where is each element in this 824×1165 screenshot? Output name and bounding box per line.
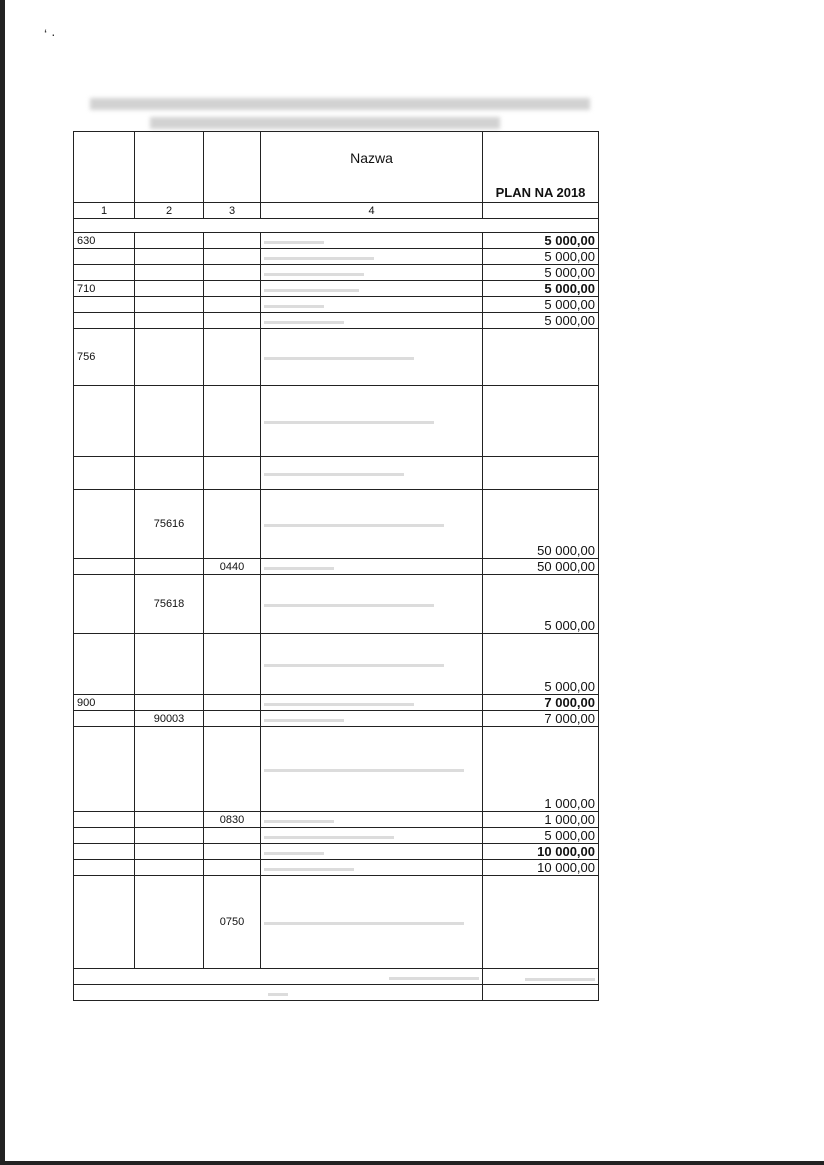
nazwa-cell — [261, 727, 483, 812]
amount-cell: 5 000,00 — [483, 575, 599, 634]
nazwa-cell — [261, 313, 483, 329]
amount-cell: 5 000,00 — [483, 634, 599, 695]
table-row — [74, 297, 599, 313]
section-row — [74, 219, 599, 233]
rozdzial-cell: 75616 — [135, 490, 204, 559]
rozdzial-cell: 75618 — [135, 575, 204, 634]
nazwa-cell — [261, 812, 483, 828]
paragraf-cell: 0750 — [204, 876, 261, 969]
column-number: 1 — [74, 203, 135, 219]
amount-cell: 10 000,00 — [483, 844, 599, 860]
nazwa-cell — [261, 233, 483, 249]
nazwa-cell — [261, 844, 483, 860]
amount-cell: 1 000,00 — [483, 812, 599, 828]
table-row — [74, 634, 599, 695]
amount-cell: 5 000,00 — [483, 281, 599, 297]
column-number: 2 — [135, 203, 204, 219]
scan-mark: ‘ · — [44, 26, 56, 42]
nazwa-cell — [261, 634, 483, 695]
table-row — [74, 876, 599, 969]
header-nazwa: Nazwa — [261, 132, 483, 203]
amount-cell: 1 000,00 — [483, 727, 599, 812]
amount-cell: 5 000,00 — [483, 313, 599, 329]
table-row — [74, 329, 599, 386]
table-row — [74, 457, 599, 490]
table-row — [74, 575, 599, 634]
amount-cell: 7 000,00 — [483, 695, 599, 711]
document-subtitle-illegible — [150, 117, 500, 129]
dzial-cell: 710 — [74, 281, 135, 297]
nazwa-cell — [261, 490, 483, 559]
column-number — [483, 203, 599, 219]
paragraf-cell: 0440 — [204, 559, 261, 575]
table-row — [74, 490, 599, 559]
table-row — [74, 313, 599, 329]
amount-cell: 5 000,00 — [483, 249, 599, 265]
nazwa-cell — [261, 329, 483, 386]
table-row — [74, 386, 599, 457]
table-row — [74, 711, 599, 727]
amount-cell: 5 000,00 — [483, 233, 599, 249]
header-row — [74, 132, 599, 203]
column-number-row — [74, 203, 599, 219]
dzial-cell: 630 — [74, 233, 135, 249]
table-row — [74, 812, 599, 828]
scan-border-bottom — [0, 1161, 824, 1165]
nazwa-cell — [261, 860, 483, 876]
table-row — [74, 233, 599, 249]
footer-row — [74, 985, 599, 1001]
amount-cell: 7 000,00 — [483, 711, 599, 727]
table-row — [74, 249, 599, 265]
nazwa-cell — [261, 711, 483, 727]
nazwa-cell — [261, 386, 483, 457]
column-number: 4 — [261, 203, 483, 219]
total-row — [74, 969, 599, 985]
nazwa-cell — [261, 828, 483, 844]
rozdzial-cell: 90003 — [135, 711, 204, 727]
header-rozdzial — [135, 132, 204, 203]
nazwa-cell — [261, 249, 483, 265]
dzial-cell: 756 — [74, 329, 135, 386]
header-paragraf — [204, 132, 261, 203]
nazwa-cell — [261, 559, 483, 575]
amount-cell: 50 000,00 — [483, 490, 599, 559]
scan-border-left — [0, 0, 5, 1165]
nazwa-cell — [261, 876, 483, 969]
nazwa-cell — [261, 575, 483, 634]
dzial-cell: 900 — [74, 695, 135, 711]
header-dzial — [74, 132, 135, 203]
table-row — [74, 844, 599, 860]
nazwa-cell — [261, 457, 483, 490]
nazwa-cell — [261, 695, 483, 711]
amount-cell: 10 000,00 — [483, 860, 599, 876]
table-row — [74, 727, 599, 812]
nazwa-cell — [261, 297, 483, 313]
amount-cell: 5 000,00 — [483, 828, 599, 844]
column-number: 3 — [204, 203, 261, 219]
table-row — [74, 281, 599, 297]
nazwa-cell — [261, 265, 483, 281]
table-row — [74, 828, 599, 844]
amount-cell: 5 000,00 — [483, 265, 599, 281]
table-row — [74, 559, 599, 575]
paragraf-cell: 0830 — [204, 812, 261, 828]
table-row — [74, 695, 599, 711]
table-row — [74, 265, 599, 281]
amount-cell: 5 000,00 — [483, 297, 599, 313]
document-title-illegible — [90, 98, 590, 110]
amount-cell: 50 000,00 — [483, 559, 599, 575]
table-row — [74, 860, 599, 876]
header-plan: PLAN NA 2018 — [483, 132, 599, 203]
nazwa-cell — [261, 281, 483, 297]
budget-table — [73, 131, 599, 1001]
